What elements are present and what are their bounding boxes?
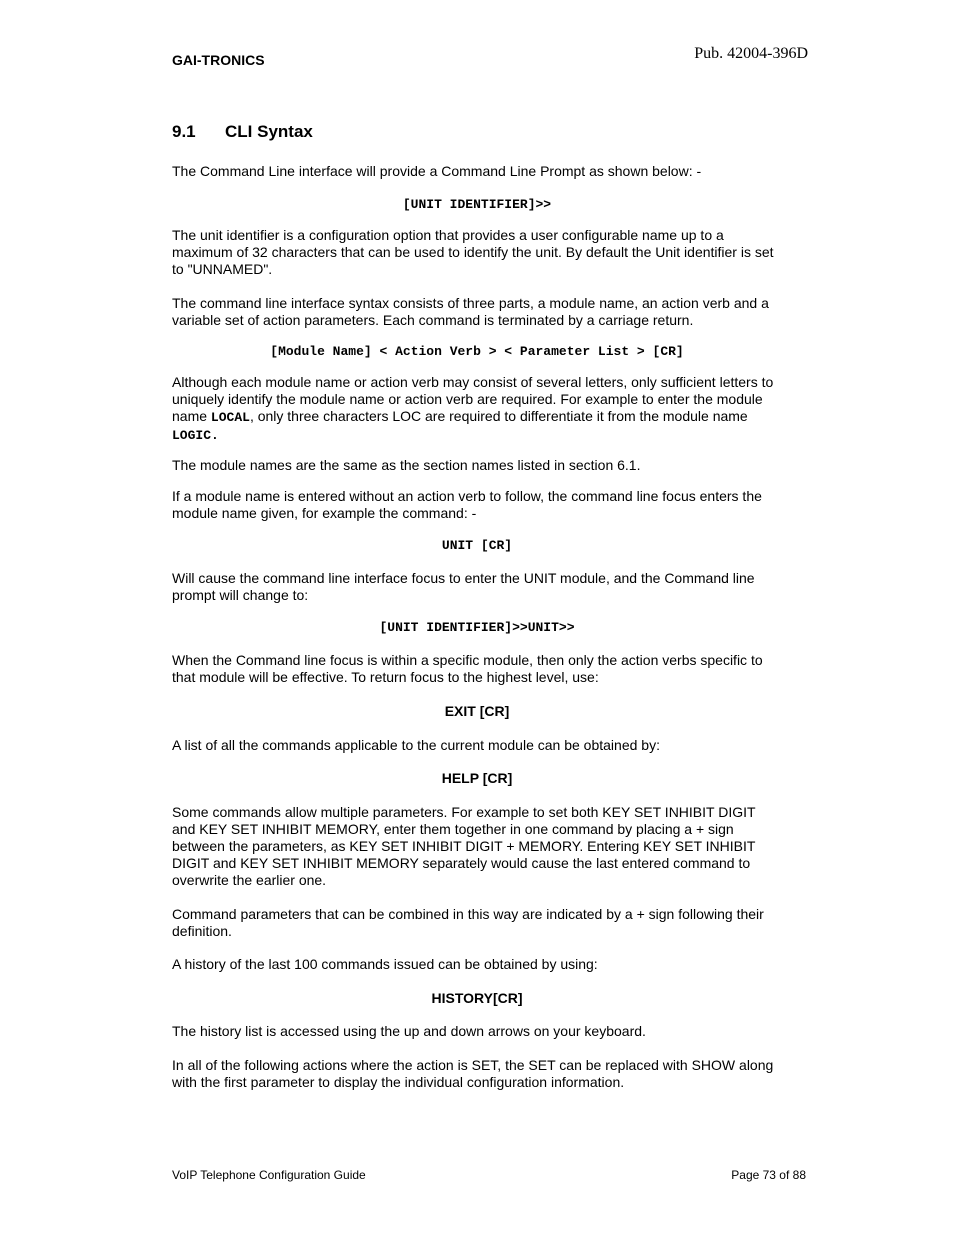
paragraph-abbreviation <box>172 374 782 444</box>
section-number: 9.1 <box>172 122 196 141</box>
paragraph-multiple-params: Some commands allow multiple parameters. For example to set both KEY SET INHIBIT DIGIT and KEY SET INHIBIT MEMORY, enter them together in one command by placing a + sign between the parameters, as KEY SET INHIBIT DIGIT + MEMORY. Entering KEY SET INHIBIT DIGIT and KEY SET INHIBIT MEMORY separately would cause the last entered command to overwrite the earlier one. <box>172 804 756 888</box>
paragraph-history-list: The history list is accessed using the up and down arrows on your keyboard. <box>172 1023 646 1039</box>
abbreviation-text-a: Although each module name or action verb may consist of several letters, only sufficient letters to uniquely identify the module name or action verb are required. For example to enter the module name <box>172 374 774 424</box>
abbreviation-text-b: , only three characters LOC are required to differentiate it from the module name <box>249 408 748 424</box>
paragraph-module-names: The module names are the same as the section names listed in section 6.1. <box>172 457 641 473</box>
module-logic: LOGIC. <box>172 428 219 443</box>
prompt-example: [UNIT IDENTIFIER]>> <box>402 197 552 212</box>
paragraph-unit-identifier: The unit identifier is a configuration option that provides a user configurable name up to a maximum of 32 characters that can be used to identify the unit. By default the Unit identifier is set to "UNNAMED". <box>172 227 774 277</box>
section-heading <box>172 122 313 142</box>
paragraph-exit: When the Command line focus is within a specific module, then only the action verbs specific to that module will be effective. To return focus to the highest level, use: <box>172 652 763 685</box>
paragraph-unit-focus: Will cause the command line interface focus to enter the UNIT module, and the Command line prompt will change to: <box>172 570 755 603</box>
command-history: HISTORY[CR] <box>431 990 523 1006</box>
command-help: HELP [CR] <box>441 770 513 786</box>
publication-number: Pub. 42004-396D <box>694 45 808 62</box>
command-exit: EXIT [CR] <box>444 703 510 719</box>
paragraph-focus: If a module name is entered without an action verb to follow, the command line focus enters the module name given, for example the command: - <box>172 488 762 521</box>
paragraph-help: A list of all the commands applicable to the current module can be obtained by: <box>172 737 660 753</box>
section-title: CLI Syntax <box>225 122 313 141</box>
paragraph-intro: The Command Line interface will provide a Command Line Prompt as shown below: - <box>172 163 702 179</box>
company-name: GAI-TRONICS <box>172 52 265 68</box>
footer-page-number: Page 73 of 88 <box>731 1168 806 1182</box>
paragraph-syntax: The command line interface syntax consists of three parts, a module name, an action verb and a variable set of action parameters. Each command is terminated by a carriage return. <box>172 295 769 328</box>
paragraph-combined-params: Command parameters that can be combined in this way are indicated by a + sign following their definition. <box>172 906 764 939</box>
module-local: LOCAL <box>210 410 250 425</box>
footer-title: VoIP Telephone Configuration Guide <box>172 1168 366 1182</box>
prompt-unit-example: [UNIT IDENTIFIER]>>UNIT>> <box>379 620 575 635</box>
syntax-example: [Module Name] < Action Verb > < Parameter List > [CR] <box>270 344 684 359</box>
paragraph-history: A history of the last 100 commands issued can be obtained by using: <box>172 956 598 972</box>
paragraph-set-show: In all of the following actions where the action is SET, the SET can be replaced with SHOW along with the first parameter to display the individual configuration information. <box>172 1057 774 1090</box>
command-unit: UNIT [CR] <box>441 538 513 553</box>
